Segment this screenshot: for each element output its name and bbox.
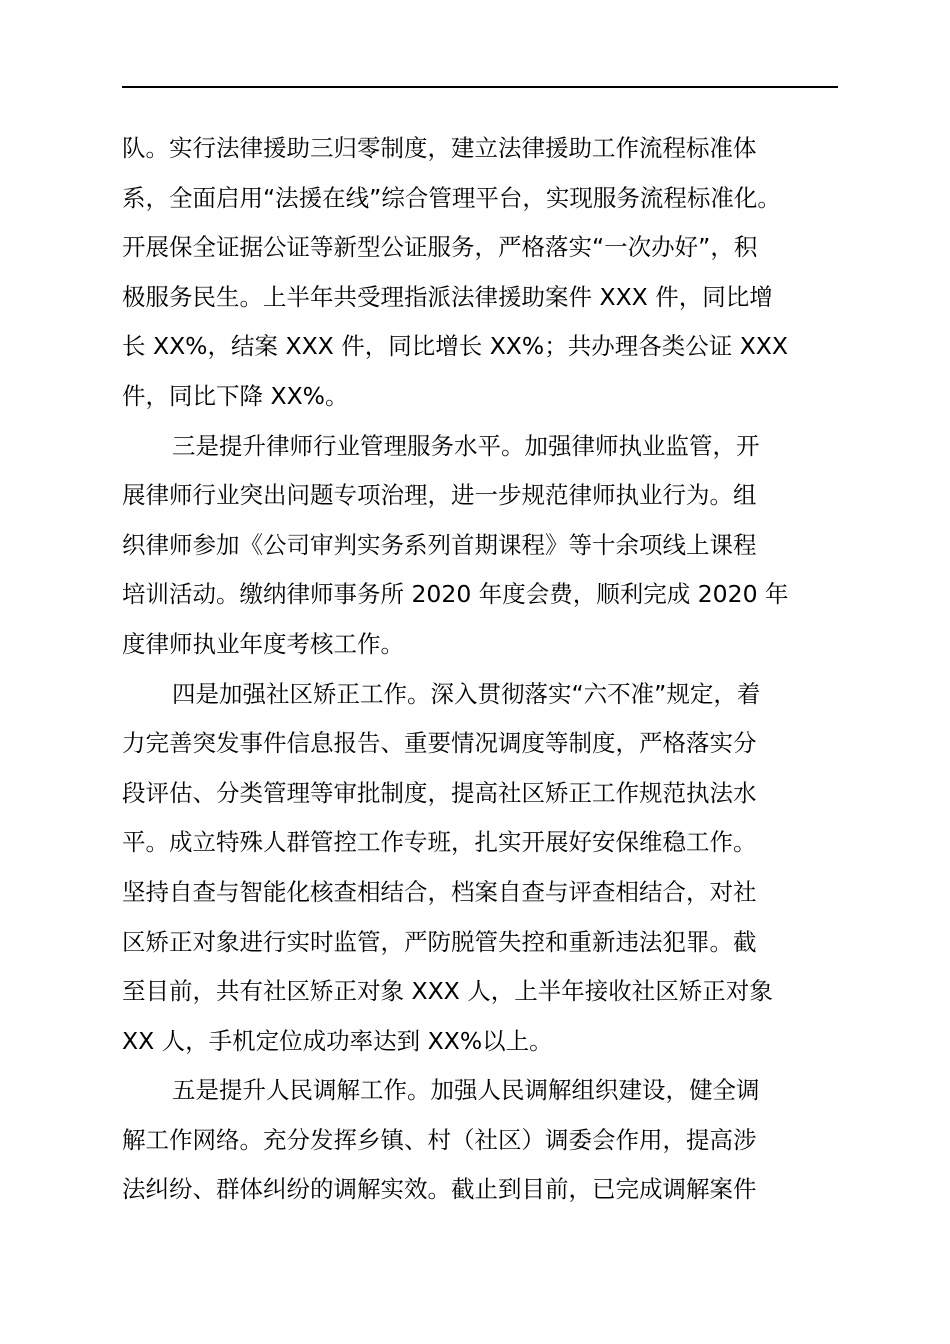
text-line: 展律师行业突出问题专项治理，进一步规范律师执业行为。组 [122,481,757,510]
text-line: 五是提升人民调解工作。加强人民调解组织建设，健全调 [172,1076,760,1105]
text-line: 至目前，共有社区矫正对象 XXX 人，上半年接收社区矫正对象 [122,977,773,1006]
text-line: 解工作网络。充分发挥乡镇、村（社区）调委会作用，提高涉 [122,1125,757,1154]
text-line: 三是提升律师行业管理服务水平。加强律师执业监管，开 [172,431,760,460]
text-line: 段评估、分类管理等审批制度，提高社区矫正工作规范执法水 [122,778,757,807]
text-line: XX 人，手机定位成功率达到 XX%以上。 [122,1026,553,1055]
text-line: 平。成立特殊人群管控工作专班，扎实开展好安保维稳工作。 [122,828,757,857]
text-line: 开展保全证据公证等新型公证服务，严格落实“一次办好”，积 [122,233,758,262]
text-line: 坚持自查与智能化核查相结合，档案自查与评查相结合，对社 [122,877,757,906]
text-line: 区矫正对象进行实时监管，严防脱管失控和重新违法犯罪。截 [122,927,757,956]
text-line: 织律师参加《公司审判实务系列首期课程》等十余项线上课程 [122,530,757,559]
text-line: 长 XX%，结案 XXX 件，同比增长 XX%；共办理各类公证 XXX [122,332,788,361]
text-line: 四是加强社区矫正工作。深入贯彻落实“六不准”规定，着 [172,679,761,708]
document-body [122,124,842,1215]
header-rule [122,86,838,88]
text-line: 队。实行法律援助三归零制度，建立法律援助工作流程标准体 [122,134,757,162]
text-line: 极服务民生。上半年共受理指派法律援助案件 XXX 件，同比增 [122,282,773,311]
text-line: 系，全面启用“法援在线”综合管理平台，实现服务流程标准化。 [122,183,781,212]
text-line: 力完善突发事件信息报告、重要情况调度等制度，严格落实分 [122,729,757,758]
text-line: 法纠纷、群体纠纷的调解实效。截止到目前，已完成调解案件 [122,1175,757,1204]
text-line: 件，同比下降 XX%。 [122,381,349,410]
text-line: 度律师执业年度考核工作。 [122,629,404,658]
text-line: 培训活动。缴纳律师事务所 2020 年度会费，顺利完成 2020 年 [122,580,789,609]
